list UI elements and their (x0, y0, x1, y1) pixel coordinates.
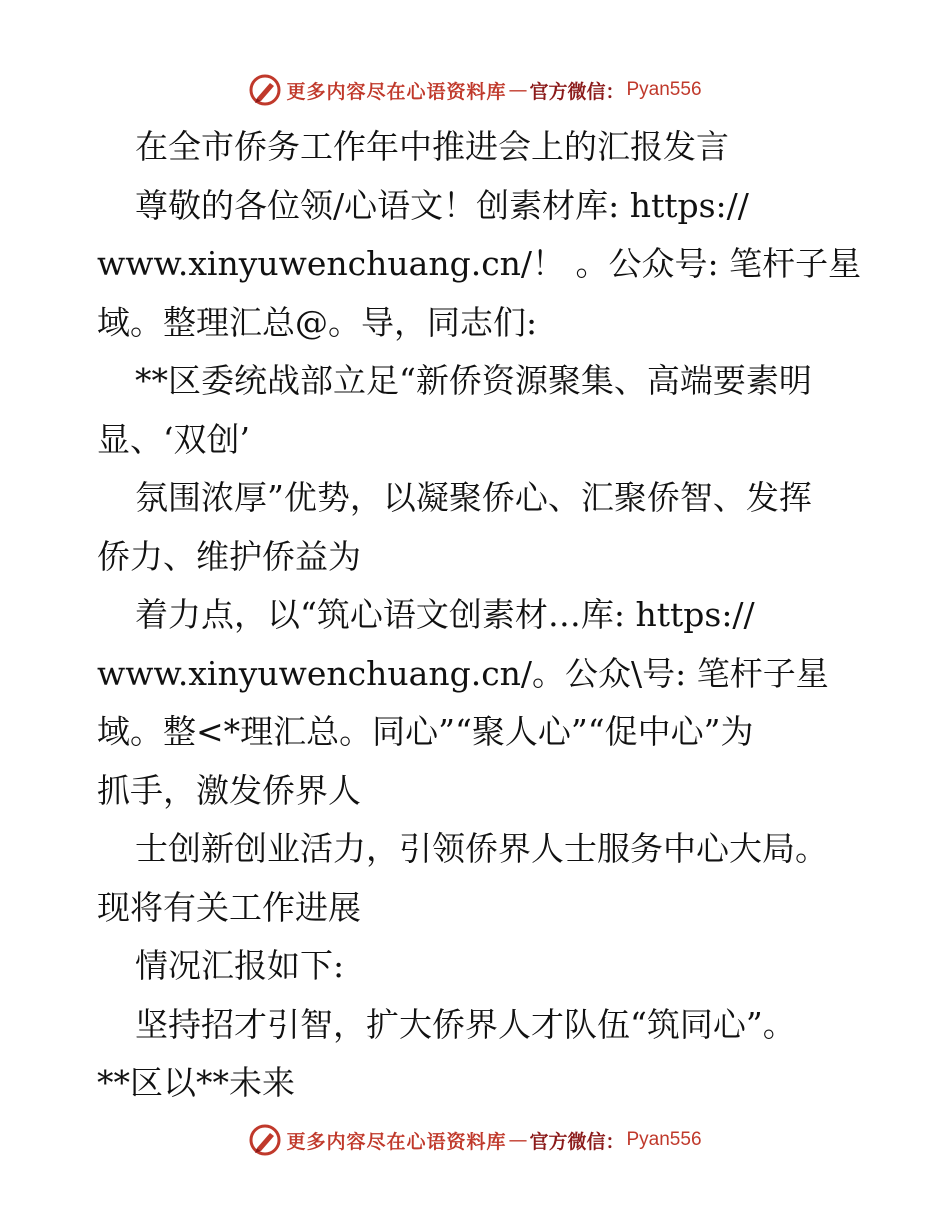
text-line: 抓手，激发侨界人 (97, 770, 361, 810)
text-line: **区委统战部立足“新侨资源聚集、高端要素明 (135, 361, 812, 400)
banner-slogan: 更多内容尽在心语资料库 (286, 80, 507, 103)
text-line: 域。整理汇总@。导，同志们: (97, 302, 538, 342)
text-line: 侨力、维护侨益为 (97, 536, 361, 576)
text-line: 域。整<*理汇总。同心”“聚人心”“促中心”为 (97, 712, 754, 751)
banner-separator: — (508, 1129, 528, 1151)
banner-slogan: 更多内容尽在心语资料库 (286, 1130, 507, 1153)
text-line: **区以**未来 (97, 1063, 295, 1102)
text-line: www.xinyuwenchuang.cn/！ 。公众号: 笔杆子星 (97, 244, 862, 283)
text-line: 氛围浓厚”优势，以凝聚侨心、汇聚侨智、发挥 (135, 478, 812, 517)
pen-logo-icon (248, 73, 282, 107)
banner-wechat-label: 官方微信： (529, 80, 625, 103)
footer-banner (0, 1120, 950, 1160)
text-line: 士创新创业活力，引领侨界人士服务中心大局。 (135, 829, 828, 868)
pen-logo-icon (248, 1123, 282, 1157)
header-banner (0, 70, 950, 110)
document-body (97, 118, 862, 1113)
text-line: 着力点，以“筑心语文创素材…库: https:// (135, 595, 755, 634)
text-line: 坚持招才引智，扩大侨界人才队伍“筑同心”。 (135, 1004, 796, 1044)
text-line: 显、‘双创’ (97, 419, 250, 459)
text-line: 现将有关工作进展 (97, 887, 361, 927)
banner-wechat-label: 官方微信： (529, 1130, 625, 1153)
text-line: 在全市侨务工作年中推进会上的汇报发言 (135, 127, 729, 166)
text-line: 情况汇报如下: (135, 946, 345, 985)
text-line: 尊敬的各位领/心语文！创素材库: https:// (135, 185, 749, 225)
banner-wechat-id: Pyan556 (626, 1129, 702, 1150)
text-line: www.xinyuwenchuang.cn/。公众\号: 笔杆子星 (97, 653, 829, 693)
banner-wechat-id: Pyan556 (626, 79, 702, 100)
banner-separator: — (508, 79, 528, 101)
